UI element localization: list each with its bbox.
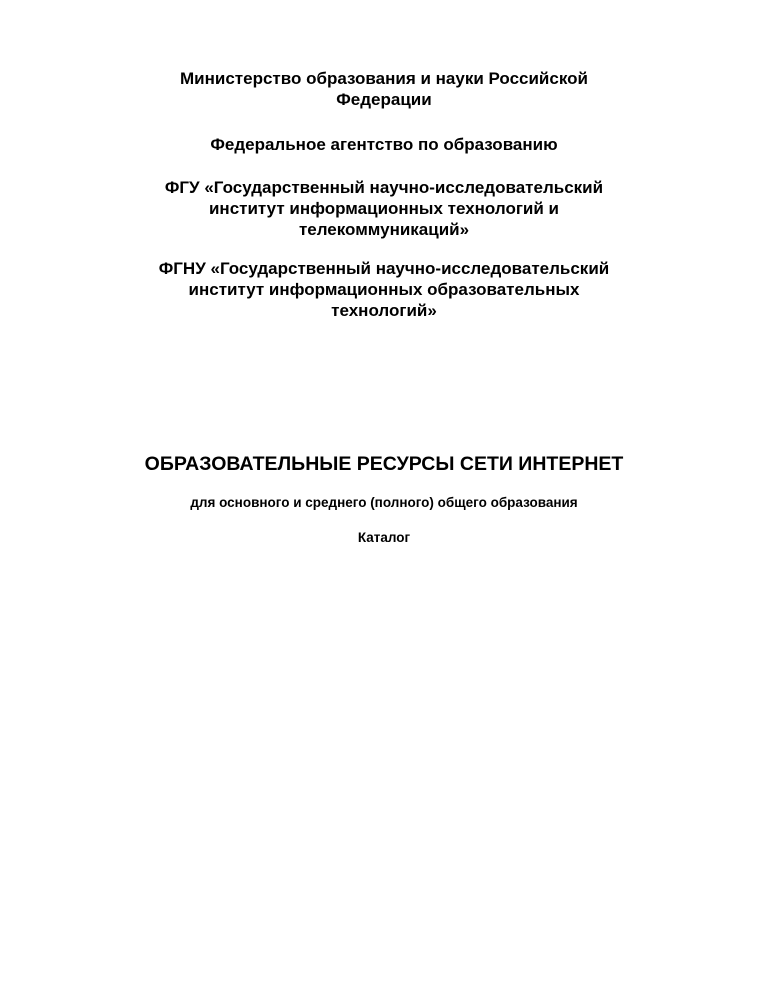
institute-1-name [100,177,668,240]
document-title: ОБРАЗОВАТЕЛЬНЫЕ РЕСУРСЫ СЕТИ ИНТЕРНЕТ [144,453,624,475]
document-subtitle: для основного и среднего (полного) общего образования [190,495,578,510]
institute-1-line-2: институт информационных технологий и [208,199,559,218]
institute-1-line-1: ФГУ «Государственный научно-исследовательский [164,178,604,197]
ministry-name [100,68,668,110]
institute-2-line-1: ФГНУ «Государственный научно-исследовательский [158,259,610,278]
agency-name [100,134,668,155]
institute-2-name [100,258,668,321]
catalog-label: Каталог [357,530,411,545]
institute-1-line-3: телекоммуникаций» [298,220,470,239]
agency-name-line: Федеральное агентство по образованию [210,135,558,154]
institute-2-line-2: институт информационных образовательных [188,280,580,299]
ministry-name-line-1: Министерство образования и науки Российской [180,69,588,88]
ministry-name-line-2: Федерации [336,90,432,109]
institute-2-line-3: технологий» [331,301,437,320]
